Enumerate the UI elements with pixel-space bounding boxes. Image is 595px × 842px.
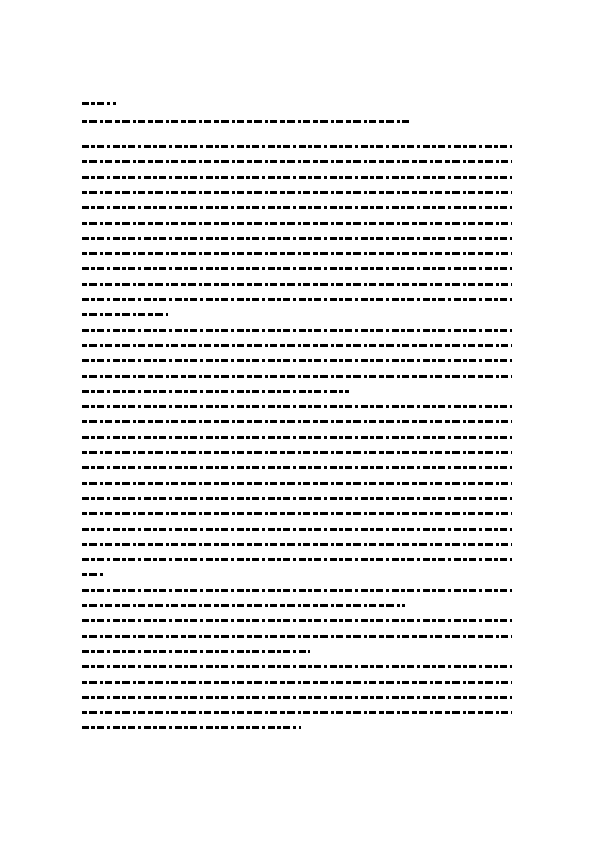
paragraph-6-line — [82, 681, 512, 684]
paragraph-2-line — [82, 344, 512, 347]
paragraph-3-line — [82, 420, 512, 423]
paragraph-1-line — [82, 313, 168, 316]
paragraph-3-line — [82, 528, 512, 531]
paragraph-3-line — [82, 558, 512, 561]
paragraph-5-line — [82, 650, 310, 653]
paragraph-2-line — [82, 329, 512, 332]
paragraph-6-line — [82, 726, 301, 729]
paragraph-2-line — [82, 390, 349, 393]
paragraph-5-line — [82, 635, 512, 638]
paragraph-3-line — [82, 451, 512, 454]
paragraph-6-line — [82, 665, 512, 668]
paragraph-1-line — [82, 222, 512, 225]
paragraph-1-line — [82, 160, 512, 163]
paragraph-1-line — [82, 191, 512, 194]
paragraph-3-line — [82, 482, 512, 485]
paragraph-4-line — [82, 604, 405, 607]
paragraph-3-line — [82, 466, 512, 469]
paragraph-1-line — [82, 298, 512, 301]
heading-line — [82, 102, 116, 105]
paragraph-6-line — [82, 696, 512, 699]
paragraph-6-line — [82, 711, 512, 714]
paragraph-3-line — [82, 436, 512, 439]
paragraph-5-line — [82, 619, 512, 622]
paragraph-3-line — [82, 512, 512, 515]
paragraph-3-line — [82, 497, 512, 500]
paragraph-1-line — [82, 206, 512, 209]
paragraph-3-line — [82, 405, 512, 408]
paragraph-1-line — [82, 176, 512, 179]
paragraph-1-line — [82, 237, 512, 240]
paragraph-1-line — [82, 145, 512, 148]
subtitle-line — [82, 120, 412, 123]
paragraph-4-line — [82, 589, 512, 592]
paragraph-1-line — [82, 267, 512, 270]
paragraph-2-line — [82, 375, 512, 378]
paragraph-2-line — [82, 359, 512, 362]
paragraph-1-line — [82, 252, 512, 255]
paragraph-3-line — [82, 573, 104, 576]
paragraph-1-line — [82, 283, 512, 286]
paragraph-3-line — [82, 543, 512, 546]
